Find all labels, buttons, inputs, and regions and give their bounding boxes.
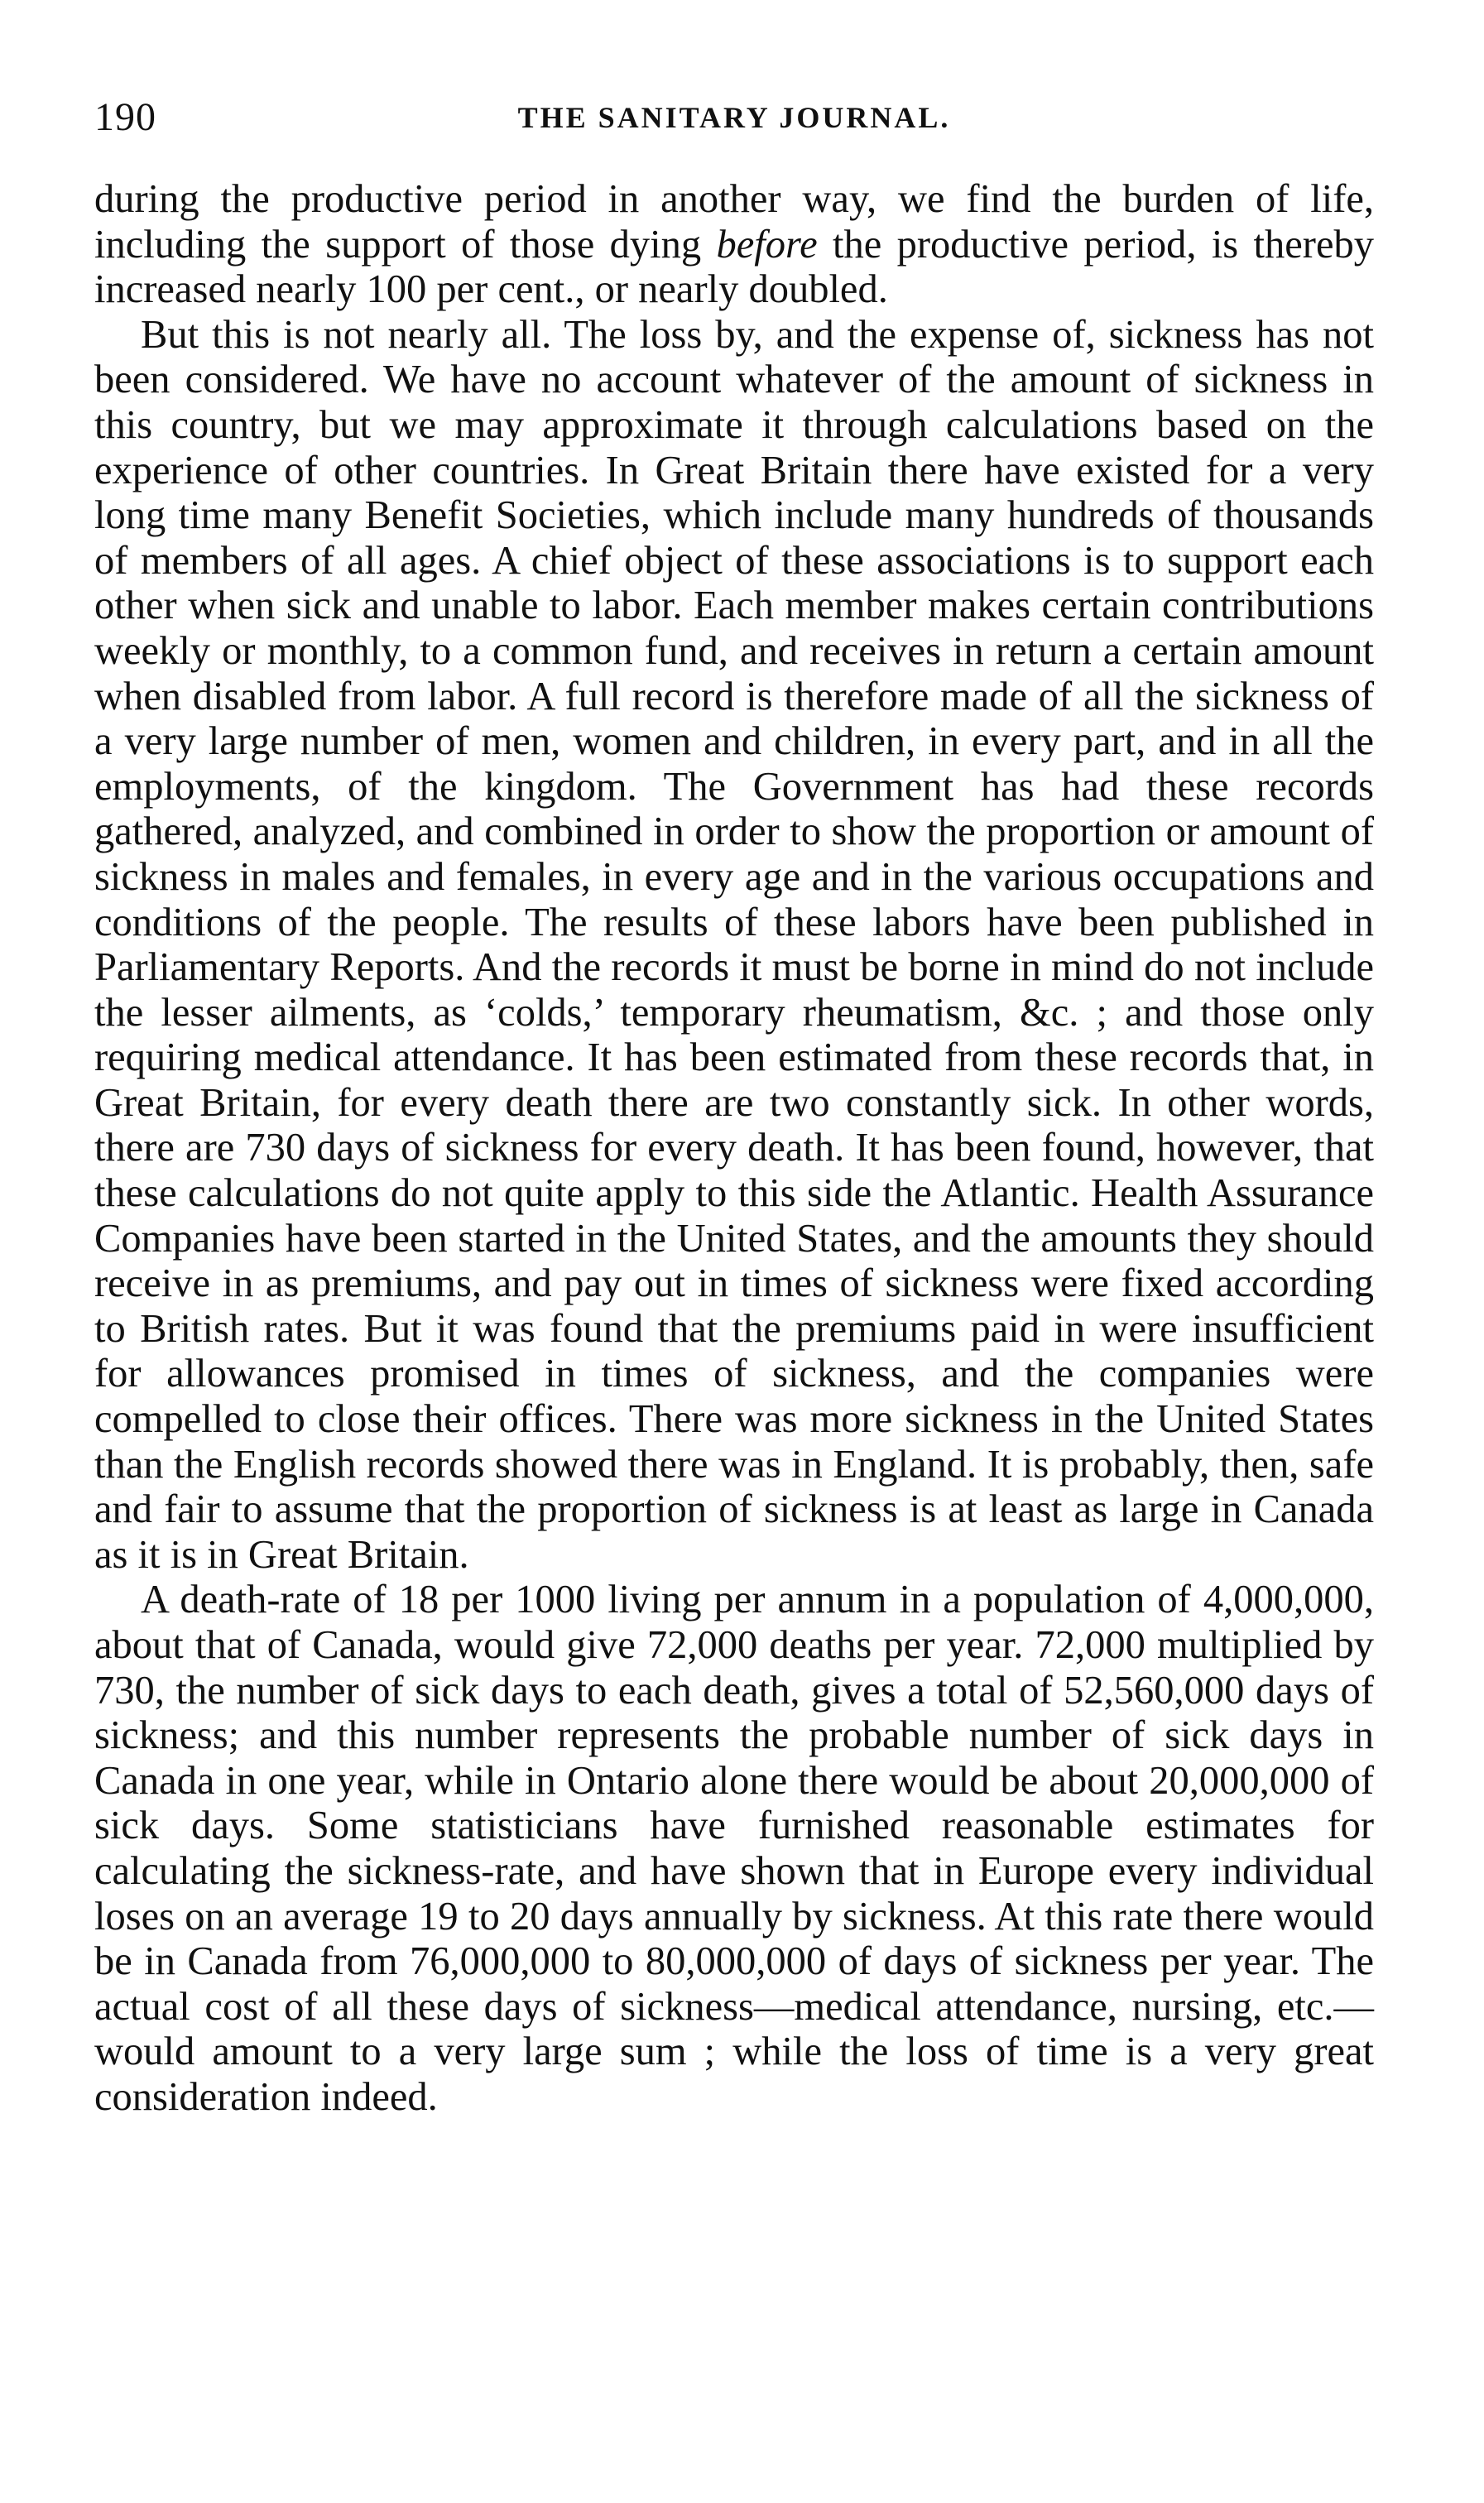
paragraph-continuation bbox=[94, 177, 1374, 313]
paragraph-canada-estimates: A death-rate of 18 per 1000 living per annum in a population of 4,000,000, about that of Canada, would give 72,000 deaths per year. 72,000 multiplied by 730, the number of sick days to each death, gives a total of 52,560,000 days of sickness; and this number represents the probable number of sick days in Canada in one year, while in Ontario alone there would be about 20,000,000 of sick days. Some statisticians have furnished reasonable estimates for calculating the sickness-rate, and have shown that in Europe every individual loses on an average 19 to 20 days annually by sickness. At this rate there would be in Canada from 76,000,000 to 80,000,000 of days of sickness per year. The actual cost of all these days of sickness—medical attendance, nursing, etc.—would amount to a very large sum ; while the loss of time is a very great consideration indeed. bbox=[94, 1578, 1374, 2119]
page-header bbox=[94, 93, 1374, 142]
running-head: THE SANITARY JOURNAL. bbox=[517, 101, 951, 134]
page-number: 190 bbox=[94, 95, 156, 139]
paragraph-text: during the productive period in another way, we find the burden of life, including the support of those dying bbox=[94, 177, 1374, 267]
body-text bbox=[94, 177, 1374, 2121]
emphasized-word: before bbox=[716, 222, 818, 267]
paragraph-text: the productive period, is thereby increased nearly 100 per cent., or nearly doubled. bbox=[94, 222, 1374, 312]
paragraph-sickness-records: But this is not nearly all. The loss by, and the expense of, sickness has not been considered. We have no account whatever of the amount of sickness in this country, but we may approximate it through calculations based on the experience of other countries. In Great Britain there have existed for a very long time many Benefit Societies, which include many hundreds of thousands of members of all ages. A chief object of these associations is to support each other when sick and unable to labor. Each member makes certain contributions weekly or monthly, to a common fund, and receives in return a certain amount when disabled from labor. A full record is therefore made of all the sickness of a very large number of men, women and children, in every part, and in all the employments, of the kingdom. The Government has had these records gathered, analyzed, and combined in order to show the proportion or amount of sickness in males and females, in every age and in the various occupations and conditions of the people. The results of these labors have been published in Parliamentary Reports. And the records it must be borne in mind do not include the lesser ailments, as ‘colds,’ temporary rheumatism, &c. ; and those only requiring medical attendance. It has been estimated from these records that, in Great Britain, for every death there are two constantly sick. In other words, there are 730 days of sickness for every death. It has been found, however, that these calculations do not quite apply to this side the Atlantic. Health Assurance Companies have been started in the United States, and the amounts they should receive in as premiums, and pay out in times of sickness were fixed according to British rates. But it was found that the premiums paid in were insufficient for allowances promised in times of sickness, and the companies were compelled to close their offices. There was more sickness in the United States than the English records showed there was in England. It is probably, then, safe and fair to assume that the proportion of sickness is at least as large in Canada as it is in Great Britain. bbox=[94, 312, 1374, 1577]
